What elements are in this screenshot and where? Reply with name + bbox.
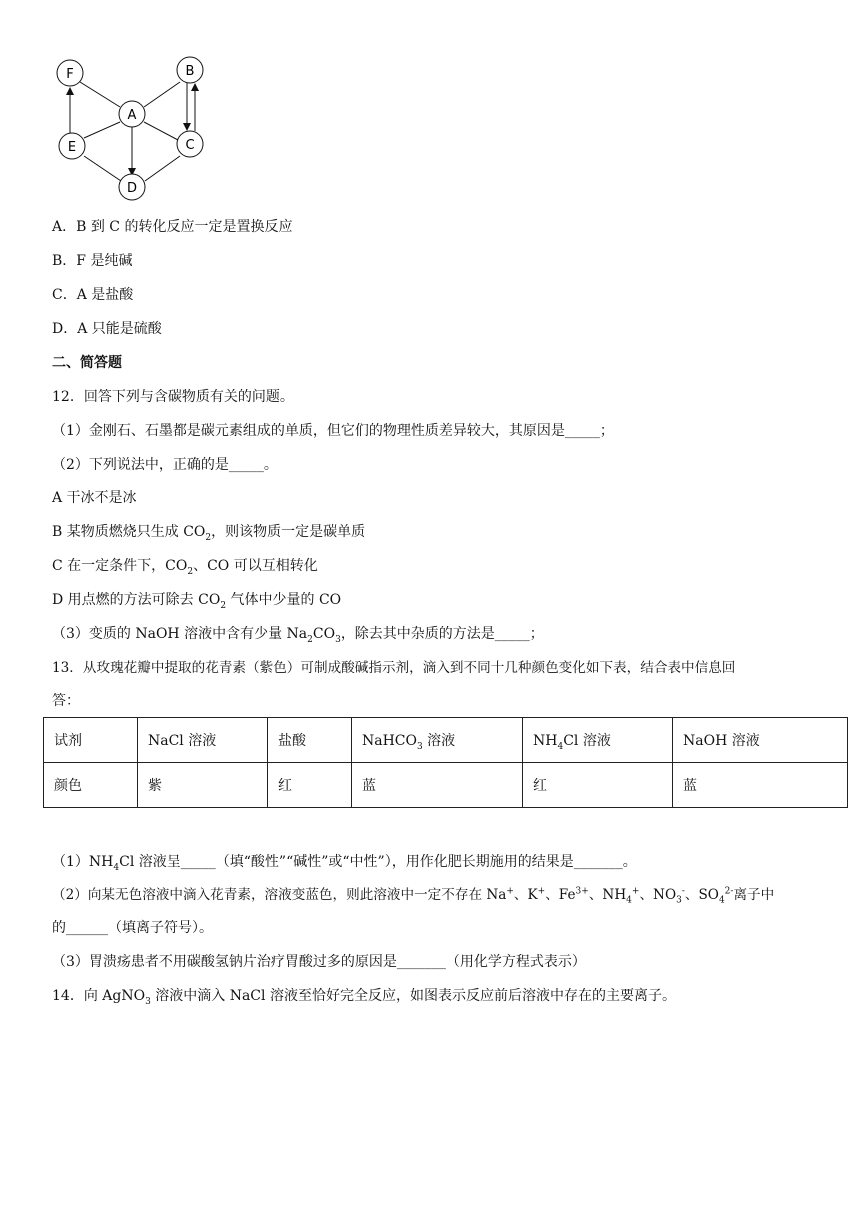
- table-cell: 蓝: [352, 763, 523, 808]
- q12-option-d: D 用点燃的方法可除去 $CO_2$ 气体中少量的 CO: [52, 592, 342, 611]
- q11-option-b: B．F 是纯碱: [52, 253, 133, 269]
- q11-option-a: A．B 到 C 的转化反应一定是置换反应: [52, 219, 293, 235]
- table-row: [44, 718, 848, 763]
- q13-part1: $(1)NH_4Cl$ 溶液呈_____（填“酸性”“碱性”或“中性”），用作化肥长期施用的结果是_______。: [52, 854, 637, 873]
- svg-text:B: B: [185, 64, 195, 79]
- edge-e-d: [84, 156, 121, 181]
- svg-text:F: F: [66, 67, 74, 82]
- table-cell: 紫: [138, 763, 268, 808]
- table-row: [44, 763, 848, 808]
- table-cell: 红: [268, 763, 352, 808]
- q13-part3: （3）胃溃疡患者不用碳酸氢钠片治疗胃酸过多的原因是_______（用化学方程式表示）: [52, 954, 586, 970]
- q12-stem: 12．回答下列与含碳物质有关的问题。: [52, 389, 294, 405]
- conversion-diagram: [52, 55, 212, 205]
- edge-c-d: [145, 156, 180, 181]
- q12-part2: （2）下列说法中，正确的是_____。: [52, 457, 278, 473]
- edge-a-c: [144, 122, 178, 140]
- q12-option-b: B 某物质燃烧只生成 $CO_2$，则该物质一定是碳单质: [52, 524, 366, 543]
- table-cell: 盐酸: [268, 718, 352, 763]
- node-d: [119, 174, 145, 200]
- section-title: 二、简答题: [52, 355, 122, 371]
- indicator-table: [43, 717, 848, 808]
- edge-e-a: [84, 122, 120, 138]
- table-cell: 颜色: [44, 763, 138, 808]
- q12-part1: （1）金刚石、石墨都是碳元素组成的单质，但它们的物理性质差异较大，其原因是_____；: [52, 423, 614, 439]
- q13-part2: （2）向某无色溶液中滴入花青素，溶液变蓝色，则此溶液中一定不存在 Na+、K+、$Fe^{3+}$、$NH_4^+$、$NO_3^-$、$SO_4^{2-}$离子中: [52, 886, 775, 906]
- table-cell: 蓝: [673, 763, 848, 808]
- node-e: [59, 133, 85, 159]
- q12-option-a: A 干冰不是冰: [52, 490, 137, 506]
- node-a: [119, 101, 145, 127]
- node-b: [177, 57, 203, 83]
- table-cell: 试剂: [44, 718, 138, 763]
- table-cell: NaOH 溶液: [673, 718, 848, 763]
- table-cell: NaCl 溶液: [138, 718, 268, 763]
- q12-part3: （3）变质的 NaOH 溶液中含有少量 $Na_2CO_3$，除去其中杂质的方法是_____；: [52, 626, 544, 645]
- edge-a-b: [144, 82, 180, 107]
- q14-stem: 14．向 AgNO$_3$ 溶液中滴入 NaCl 溶液至恰好完全反应，如图表示反应前后溶液中存在的主要离子。: [52, 988, 676, 1007]
- svg-text:A: A: [127, 108, 137, 123]
- table-cell: 红: [523, 763, 673, 808]
- edge-f-a: [80, 82, 120, 107]
- svg-text:C: C: [185, 138, 195, 153]
- svg-text:D: D: [126, 181, 138, 196]
- q11-option-c: C．A 是盐酸: [52, 287, 134, 303]
- node-c: [177, 131, 203, 157]
- q13-stem-cont: 答：: [52, 693, 80, 709]
- q13-part2-cont: 的______（填离子符号）。: [52, 920, 213, 936]
- node-f: [57, 60, 83, 86]
- q12-option-c: C 在一定条件下，$CO_2$、CO 可以互相转化: [52, 558, 318, 577]
- q13-stem: 13．从玫瑰花瓣中提取的花青素（紫色）可制成酸碱指示剂，滴入到不同十几种颜色变化如下表，结合表中信息回: [52, 660, 736, 676]
- table-cell: $NH_4Cl$ 溶液: [523, 718, 673, 763]
- q11-option-d: D．A 只能是硫酸: [52, 321, 162, 337]
- svg-text:E: E: [67, 140, 77, 155]
- table-cell: NaHCO$_3$ 溶液: [352, 718, 523, 763]
